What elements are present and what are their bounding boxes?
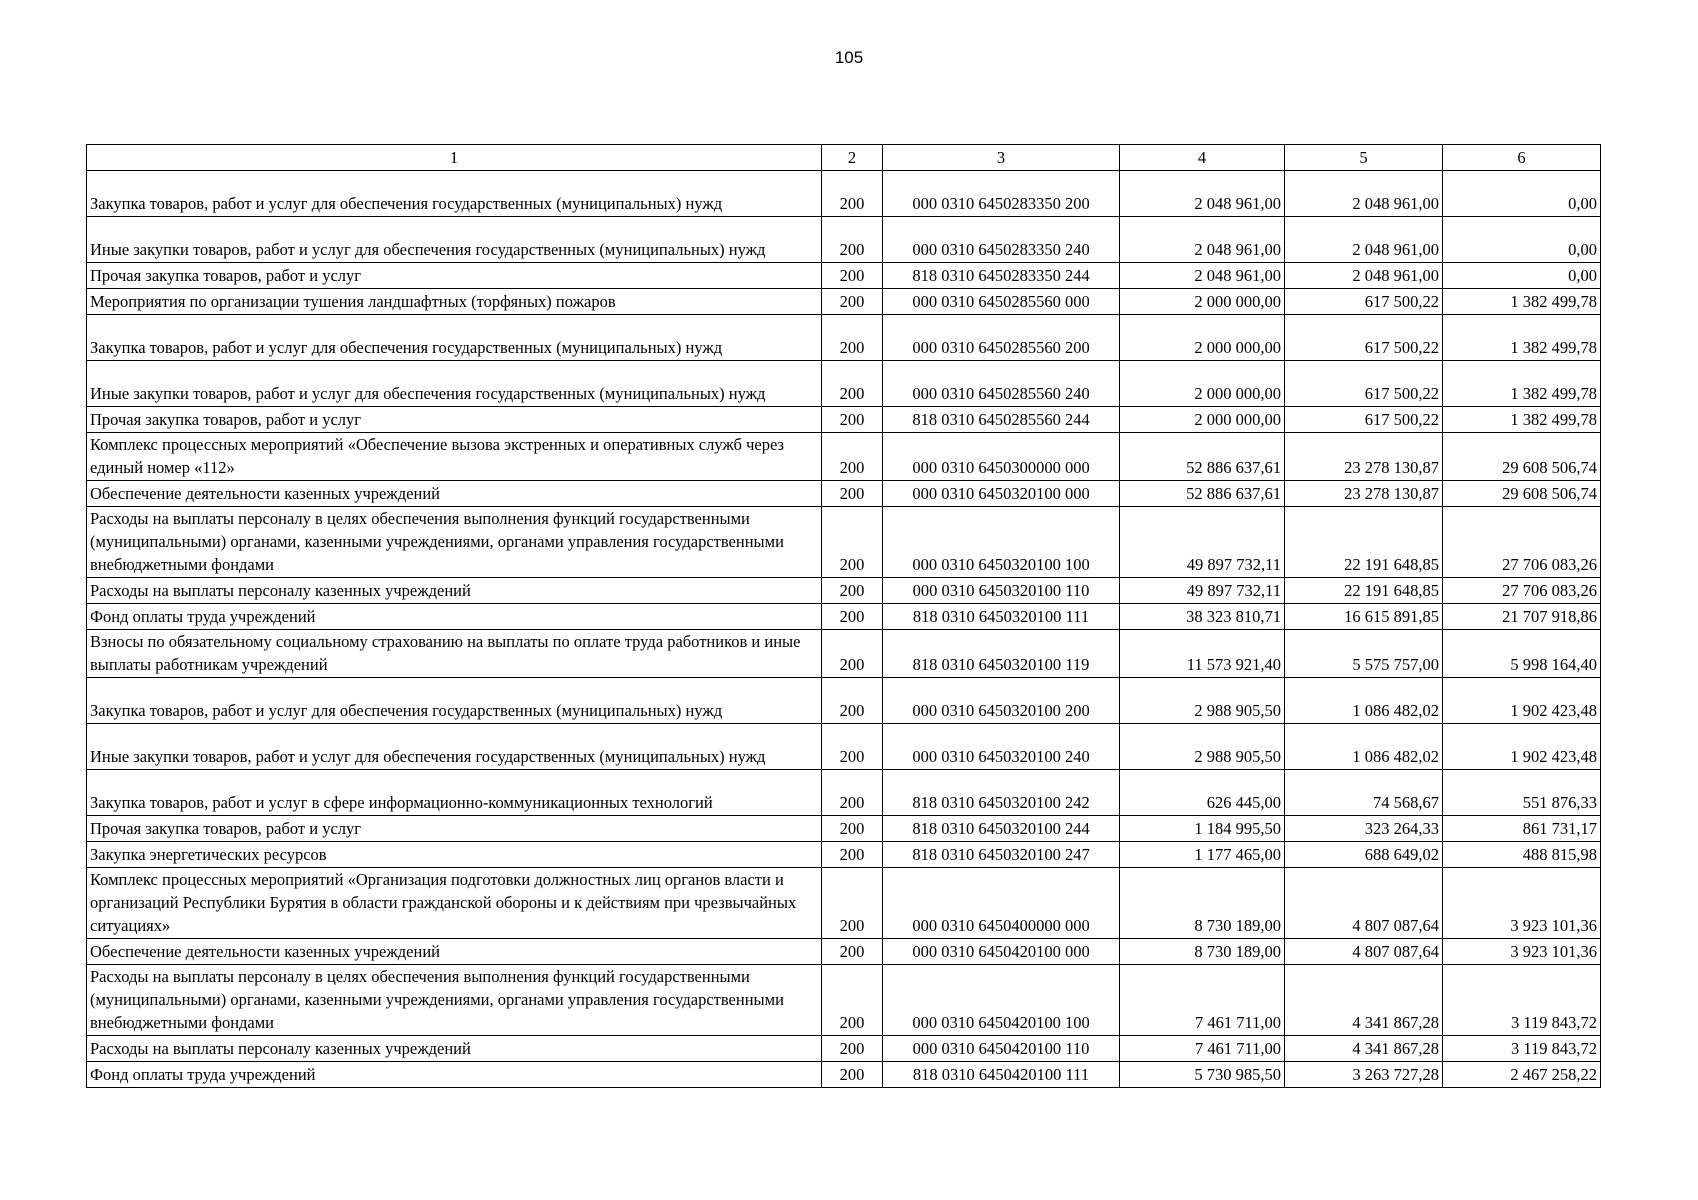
row-name-cell: Иные закупки товаров, работ и услуг для обеспечения государственных (муниципальных) нужд <box>87 217 822 263</box>
row-approved-cell: 7 461 711,00 <box>1120 1036 1285 1062</box>
row-executed-cell: 22 191 648,85 <box>1285 507 1443 578</box>
row-name-cell: Расходы на выплаты персоналу в целях обеспечения выполнения функций государственными (муниципальными) органами, казенными учреждениями, органами управления государственными внебюджетными фондами <box>87 965 822 1036</box>
row-name-cell: Взносы по обязательному социальному страхованию на выплаты по оплате труда работников и иные выплаты работникам учреждений <box>87 630 822 678</box>
row-unexecuted-cell: 1 382 499,78 <box>1443 315 1601 361</box>
row-unexecuted-cell: 1 382 499,78 <box>1443 361 1601 407</box>
row-executed-cell: 617 500,22 <box>1285 361 1443 407</box>
row-executed-cell: 688 649,02 <box>1285 842 1443 868</box>
row-unexecuted-cell: 1 902 423,48 <box>1443 678 1601 724</box>
row-approved-cell: 2 000 000,00 <box>1120 361 1285 407</box>
row-name-cell: Фонд оплаты труда учреждений <box>87 1062 822 1088</box>
row-approved-cell: 2 048 961,00 <box>1120 263 1285 289</box>
row-budget-code-cell: 000 0310 6450285560 200 <box>883 315 1120 361</box>
row-budget-code-cell: 000 0310 6450420100 110 <box>883 1036 1120 1062</box>
row-budget-code-cell: 818 0310 6450285560 244 <box>883 407 1120 433</box>
row-name-cell: Расходы на выплаты персоналу казенных учреждений <box>87 578 822 604</box>
column-header-3: 3 <box>883 145 1120 171</box>
table-row <box>87 481 1601 507</box>
row-approved-cell: 38 323 810,71 <box>1120 604 1285 630</box>
row-approved-cell: 7 461 711,00 <box>1120 965 1285 1036</box>
row-budget-code-cell: 818 0310 6450320100 247 <box>883 842 1120 868</box>
row-executed-cell: 22 191 648,85 <box>1285 578 1443 604</box>
row-unexecuted-cell: 0,00 <box>1443 263 1601 289</box>
table-row <box>87 433 1601 481</box>
row-name-cell: Иные закупки товаров, работ и услуг для обеспечения государственных (муниципальных) нужд <box>87 361 822 407</box>
row-line-code-cell: 200 <box>822 289 883 315</box>
row-budget-code-cell: 818 0310 6450320100 111 <box>883 604 1120 630</box>
row-line-code-cell: 200 <box>822 630 883 678</box>
row-name-cell: Закупка товаров, работ и услуг для обеспечения государственных (муниципальных) нужд <box>87 315 822 361</box>
column-header-1: 1 <box>87 145 822 171</box>
row-line-code-cell: 200 <box>822 868 883 939</box>
table-row <box>87 939 1601 965</box>
table-row <box>87 678 1601 724</box>
row-line-code-cell: 200 <box>822 770 883 816</box>
row-line-code-cell: 200 <box>822 361 883 407</box>
row-budget-code-cell: 818 0310 6450420100 111 <box>883 1062 1120 1088</box>
row-name-cell: Закупка товаров, работ и услуг для обеспечения государственных (муниципальных) нужд <box>87 678 822 724</box>
row-unexecuted-cell: 29 608 506,74 <box>1443 481 1601 507</box>
row-budget-code-cell: 000 0310 6450283350 240 <box>883 217 1120 263</box>
row-executed-cell: 4 807 087,64 <box>1285 868 1443 939</box>
row-budget-code-cell: 000 0310 6450285560 000 <box>883 289 1120 315</box>
row-approved-cell: 2 048 961,00 <box>1120 171 1285 217</box>
row-executed-cell: 5 575 757,00 <box>1285 630 1443 678</box>
row-name-cell: Иные закупки товаров, работ и услуг для обеспечения государственных (муниципальных) нужд <box>87 724 822 770</box>
row-executed-cell: 617 500,22 <box>1285 407 1443 433</box>
row-name-cell: Закупка товаров, работ и услуг в сфере информационно-коммуникационных технологий <box>87 770 822 816</box>
row-executed-cell: 16 615 891,85 <box>1285 604 1443 630</box>
table-row <box>87 724 1601 770</box>
row-line-code-cell: 200 <box>822 507 883 578</box>
row-approved-cell: 2 000 000,00 <box>1120 407 1285 433</box>
row-budget-code-cell: 818 0310 6450320100 119 <box>883 630 1120 678</box>
table-row <box>87 770 1601 816</box>
row-budget-code-cell: 818 0310 6450320100 242 <box>883 770 1120 816</box>
row-approved-cell: 1 177 465,00 <box>1120 842 1285 868</box>
row-name-cell: Комплекс процессных мероприятий «Обеспечение вызова экстренных и оперативных служб через единый номер «112» <box>87 433 822 481</box>
row-line-code-cell: 200 <box>822 217 883 263</box>
row-line-code-cell: 200 <box>822 315 883 361</box>
row-line-code-cell: 200 <box>822 965 883 1036</box>
row-executed-cell: 617 500,22 <box>1285 289 1443 315</box>
row-name-cell: Прочая закупка товаров, работ и услуг <box>87 816 822 842</box>
row-line-code-cell: 200 <box>822 842 883 868</box>
row-line-code-cell: 200 <box>822 939 883 965</box>
row-line-code-cell: 200 <box>822 724 883 770</box>
row-unexecuted-cell: 27 706 083,26 <box>1443 578 1601 604</box>
row-unexecuted-cell: 0,00 <box>1443 217 1601 263</box>
row-approved-cell: 2 988 905,50 <box>1120 678 1285 724</box>
row-unexecuted-cell: 0,00 <box>1443 171 1601 217</box>
row-line-code-cell: 200 <box>822 1062 883 1088</box>
row-line-code-cell: 200 <box>822 481 883 507</box>
row-executed-cell: 74 568,67 <box>1285 770 1443 816</box>
row-unexecuted-cell: 3 923 101,36 <box>1443 868 1601 939</box>
row-unexecuted-cell: 488 815,98 <box>1443 842 1601 868</box>
row-executed-cell: 23 278 130,87 <box>1285 433 1443 481</box>
row-approved-cell: 49 897 732,11 <box>1120 578 1285 604</box>
row-name-cell: Расходы на выплаты персоналу в целях обеспечения выполнения функций государственными (муниципальными) органами, казенными учреждениями, органами управления государственными внебюджетными фондами <box>87 507 822 578</box>
row-unexecuted-cell: 29 608 506,74 <box>1443 433 1601 481</box>
table-row <box>87 171 1601 217</box>
row-budget-code-cell: 000 0310 6450320100 110 <box>883 578 1120 604</box>
row-budget-code-cell: 000 0310 6450320100 240 <box>883 724 1120 770</box>
row-executed-cell: 323 264,33 <box>1285 816 1443 842</box>
row-name-cell: Прочая закупка товаров, работ и услуг <box>87 407 822 433</box>
table-row <box>87 407 1601 433</box>
row-budget-code-cell: 818 0310 6450320100 244 <box>883 816 1120 842</box>
row-unexecuted-cell: 21 707 918,86 <box>1443 604 1601 630</box>
row-approved-cell: 52 886 637,61 <box>1120 433 1285 481</box>
row-unexecuted-cell: 5 998 164,40 <box>1443 630 1601 678</box>
row-budget-code-cell: 000 0310 6450320100 200 <box>883 678 1120 724</box>
table-body <box>87 171 1601 1088</box>
row-name-cell: Обеспечение деятельности казенных учреждений <box>87 939 822 965</box>
row-unexecuted-cell: 1 382 499,78 <box>1443 289 1601 315</box>
row-line-code-cell: 200 <box>822 816 883 842</box>
row-line-code-cell: 200 <box>822 604 883 630</box>
row-budget-code-cell: 000 0310 6450285560 240 <box>883 361 1120 407</box>
table-row <box>87 361 1601 407</box>
page-number: 105 <box>834 48 864 67</box>
row-executed-cell: 2 048 961,00 <box>1285 217 1443 263</box>
table-row <box>87 1062 1601 1088</box>
row-executed-cell: 2 048 961,00 <box>1285 171 1443 217</box>
row-executed-cell: 23 278 130,87 <box>1285 481 1443 507</box>
table-row <box>87 842 1601 868</box>
header-row <box>87 145 1601 171</box>
row-line-code-cell: 200 <box>822 263 883 289</box>
row-line-code-cell: 200 <box>822 578 883 604</box>
table-row <box>87 868 1601 939</box>
row-unexecuted-cell: 861 731,17 <box>1443 816 1601 842</box>
table-row <box>87 604 1601 630</box>
column-header-5: 5 <box>1285 145 1443 171</box>
row-approved-cell: 8 730 189,00 <box>1120 939 1285 965</box>
row-line-code-cell: 200 <box>822 1036 883 1062</box>
row-line-code-cell: 200 <box>822 678 883 724</box>
row-executed-cell: 4 341 867,28 <box>1285 965 1443 1036</box>
table-row <box>87 507 1601 578</box>
row-name-cell: Закупка товаров, работ и услуг для обеспечения государственных (муниципальных) нужд <box>87 171 822 217</box>
row-budget-code-cell: 000 0310 6450400000 000 <box>883 868 1120 939</box>
budget-table <box>86 144 1601 1088</box>
table-row <box>87 289 1601 315</box>
row-line-code-cell: 200 <box>822 407 883 433</box>
row-unexecuted-cell: 1 902 423,48 <box>1443 724 1601 770</box>
row-unexecuted-cell: 27 706 083,26 <box>1443 507 1601 578</box>
table-row <box>87 1036 1601 1062</box>
row-budget-code-cell: 000 0310 6450420100 100 <box>883 965 1120 1036</box>
row-unexecuted-cell: 3 923 101,36 <box>1443 939 1601 965</box>
row-line-code-cell: 200 <box>822 171 883 217</box>
row-budget-code-cell: 000 0310 6450320100 100 <box>883 507 1120 578</box>
row-executed-cell: 1 086 482,02 <box>1285 724 1443 770</box>
row-budget-code-cell: 818 0310 6450283350 244 <box>883 263 1120 289</box>
row-approved-cell: 2 048 961,00 <box>1120 217 1285 263</box>
row-approved-cell: 52 886 637,61 <box>1120 481 1285 507</box>
row-approved-cell: 49 897 732,11 <box>1120 507 1285 578</box>
table-row <box>87 816 1601 842</box>
table-row <box>87 263 1601 289</box>
row-name-cell: Фонд оплаты труда учреждений <box>87 604 822 630</box>
row-executed-cell: 4 807 087,64 <box>1285 939 1443 965</box>
row-budget-code-cell: 000 0310 6450420100 000 <box>883 939 1120 965</box>
row-name-cell: Расходы на выплаты персоналу казенных учреждений <box>87 1036 822 1062</box>
table-row <box>87 965 1601 1036</box>
row-executed-cell: 2 048 961,00 <box>1285 263 1443 289</box>
row-unexecuted-cell: 3 119 843,72 <box>1443 965 1601 1036</box>
row-approved-cell: 626 445,00 <box>1120 770 1285 816</box>
row-budget-code-cell: 000 0310 6450300000 000 <box>883 433 1120 481</box>
table-row <box>87 315 1601 361</box>
table-row <box>87 578 1601 604</box>
row-approved-cell: 2 000 000,00 <box>1120 315 1285 361</box>
row-executed-cell: 617 500,22 <box>1285 315 1443 361</box>
row-unexecuted-cell: 3 119 843,72 <box>1443 1036 1601 1062</box>
column-header-4: 4 <box>1120 145 1285 171</box>
row-line-code-cell: 200 <box>822 433 883 481</box>
row-approved-cell: 2 988 905,50 <box>1120 724 1285 770</box>
row-approved-cell: 2 000 000,00 <box>1120 289 1285 315</box>
row-unexecuted-cell: 551 876,33 <box>1443 770 1601 816</box>
row-executed-cell: 3 263 727,28 <box>1285 1062 1443 1088</box>
column-header-2: 2 <box>822 145 883 171</box>
row-executed-cell: 1 086 482,02 <box>1285 678 1443 724</box>
row-unexecuted-cell: 2 467 258,22 <box>1443 1062 1601 1088</box>
row-name-cell: Мероприятия по организации тушения ландшафтных (торфяных) пожаров <box>87 289 822 315</box>
row-name-cell: Комплекс процессных мероприятий «Организация подготовки должностных лиц органов власти и организаций Республики Бурятия в области гражданской обороны и к действиям при чрезвычайных ситуациях» <box>87 868 822 939</box>
table-row <box>87 217 1601 263</box>
row-budget-code-cell: 000 0310 6450320100 000 <box>883 481 1120 507</box>
row-approved-cell: 8 730 189,00 <box>1120 868 1285 939</box>
row-name-cell: Закупка энергетических ресурсов <box>87 842 822 868</box>
row-approved-cell: 5 730 985,50 <box>1120 1062 1285 1088</box>
column-header-6: 6 <box>1443 145 1601 171</box>
row-name-cell: Обеспечение деятельности казенных учреждений <box>87 481 822 507</box>
table-row <box>87 630 1601 678</box>
row-executed-cell: 4 341 867,28 <box>1285 1036 1443 1062</box>
row-approved-cell: 1 184 995,50 <box>1120 816 1285 842</box>
row-unexecuted-cell: 1 382 499,78 <box>1443 407 1601 433</box>
row-budget-code-cell: 000 0310 6450283350 200 <box>883 171 1120 217</box>
row-name-cell: Прочая закупка товаров, работ и услуг <box>87 263 822 289</box>
row-approved-cell: 11 573 921,40 <box>1120 630 1285 678</box>
